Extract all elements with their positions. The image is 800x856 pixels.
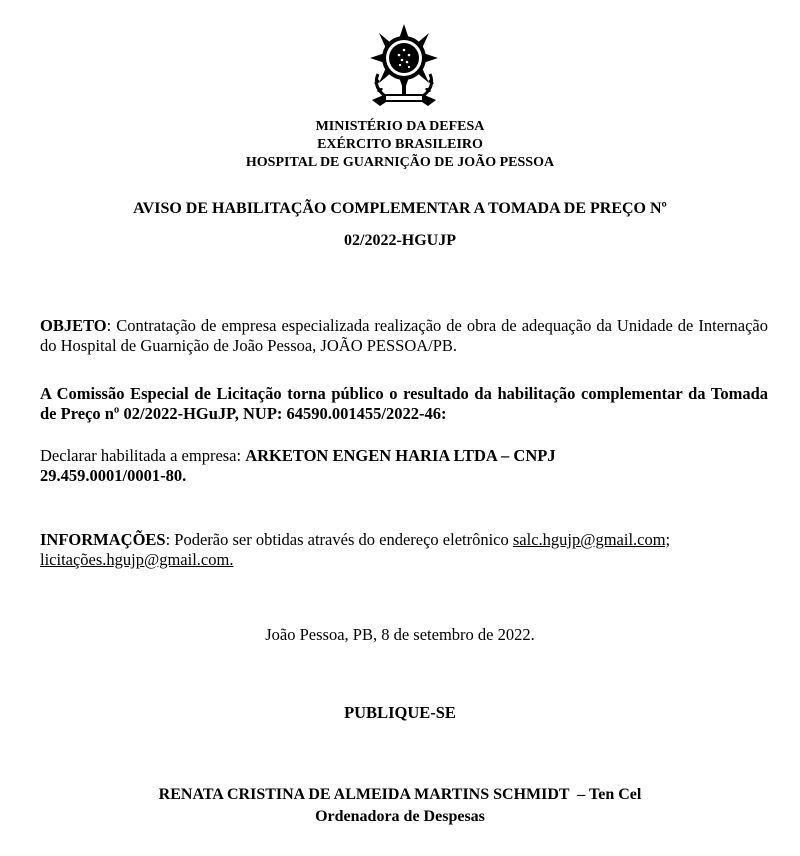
notice-number: 02/2022-HGUJP: [344, 232, 456, 249]
objeto-label: OBJETO: [40, 316, 107, 335]
notice-title: AVISO DE HABILITAÇÃO COMPLEMENTAR A TOMADA DE PREÇO Nº: [133, 200, 667, 217]
objeto-text: : Contratação de empresa especializada realização de obra de adequação da Unidade de Internação do Hospital de Guarnição de João Pessoa, JOÃO PESSOA/PB.: [40, 316, 768, 355]
commission-paragraph: A Comissão Especial de Licitação torna público o resultado da habilitação complementar da Tomada de Preço nº 02/2022-HGuJP, NUP: 64590.001455/2022-46:: [40, 384, 768, 423]
email-link-1[interactable]: salc.hgujp@gmail.com;: [512, 530, 671, 549]
info-text: : Poderão ser obtidas através do endereço eletrônico: [165, 530, 513, 549]
signatory-role: Ordenadora de Despesas: [315, 808, 485, 825]
info-paragraph: [40, 530, 768, 570]
declaration-paragraph: [40, 446, 620, 486]
header-army: EXÉRCITO BRASILEIRO: [317, 137, 483, 152]
header-ministry: MINISTÉRIO DA DEFESA: [315, 119, 485, 134]
company-name: ARKETON ENGEN HARIA LTDA – CNPJ 29.459.0001/0001-80.: [40, 446, 556, 485]
declaration-prefix: Declarar habilitada a empresa:: [40, 446, 246, 465]
header-hospital: HOSPITAL DE GUARNIÇÃO DE JOÃO PESSOA: [245, 155, 555, 170]
objeto-paragraph: [40, 316, 768, 356]
info-label: INFORMAÇÕES: [40, 530, 166, 549]
email-link-2[interactable]: licitações.hgujp@gmail.com.: [40, 550, 234, 569]
signatory-name: RENATA CRISTINA DE ALMEIDA MARTINS SCHMIDT – Ten Cel: [158, 786, 642, 803]
publish-text: PUBLIQUE-SE: [344, 703, 456, 722]
date-line: João Pessoa, PB, 8 de setembro de 2022.: [265, 625, 535, 644]
brazil-coat-of-arms-icon: [366, 22, 442, 110]
